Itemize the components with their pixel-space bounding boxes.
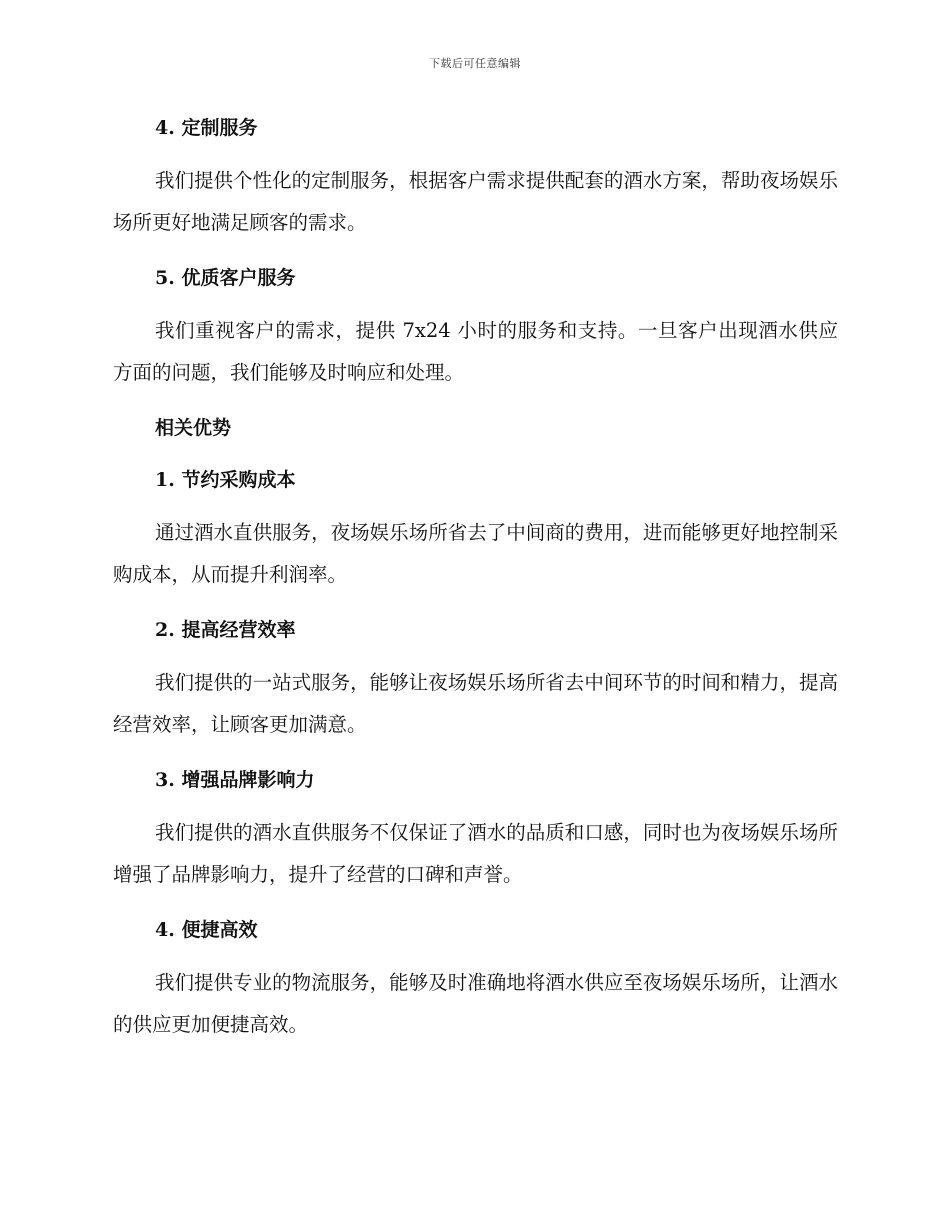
section-heading-brand-influence: 3. 增强品牌影响力 bbox=[155, 769, 315, 791]
section-paragraph-convenience: 我们提供专业的物流服务，能够及时准确地将酒水供应至夜场娱乐场所，让酒水的供应更加便捷高效。 bbox=[113, 971, 838, 1036]
section-paragraph-brand-influence: 我们提供的酒水直供服务不仅保证了酒水的品质和口感，同时也为夜场娱乐场所增强了品牌影响力，提升了经营的口碑和声誉。 bbox=[113, 821, 838, 886]
document-body bbox=[113, 108, 838, 1060]
section-paragraph-custom-service: 我们提供个性化的定制服务，根据客户需求提供配套的酒水方案，帮助夜场娱乐场所更好地满足顾客的需求。 bbox=[113, 169, 838, 234]
section-heading-advantages: 相关优势 bbox=[155, 417, 232, 439]
section-paragraph-cost-saving: 通过酒水直供服务，夜场娱乐场所省去了中间商的费用，进而能够更好地控制采购成本，从而提升利润率。 bbox=[113, 521, 838, 586]
section-heading-customer-service: 5. 优质客户服务 bbox=[155, 267, 296, 289]
section-heading-cost-saving: 1. 节约采购成本 bbox=[155, 469, 296, 491]
section-paragraph-customer-service: 我们重视客户的需求，提供 7x24 小时的服务和支持。一旦客户出现酒水供应方面的问题，我们能够及时响应和处理。 bbox=[113, 319, 838, 384]
section-heading-convenience: 4. 便捷高效 bbox=[155, 919, 258, 941]
section-paragraph-efficiency: 我们提供的一站式服务，能够让夜场娱乐场所省去中间环节的时间和精力，提高经营效率，让顾客更加满意。 bbox=[113, 671, 838, 736]
section-heading-efficiency: 2. 提高经营效率 bbox=[155, 619, 296, 641]
page-header: 下载后可任意编辑 bbox=[429, 57, 521, 70]
section-heading-custom-service: 4. 定制服务 bbox=[155, 117, 258, 139]
